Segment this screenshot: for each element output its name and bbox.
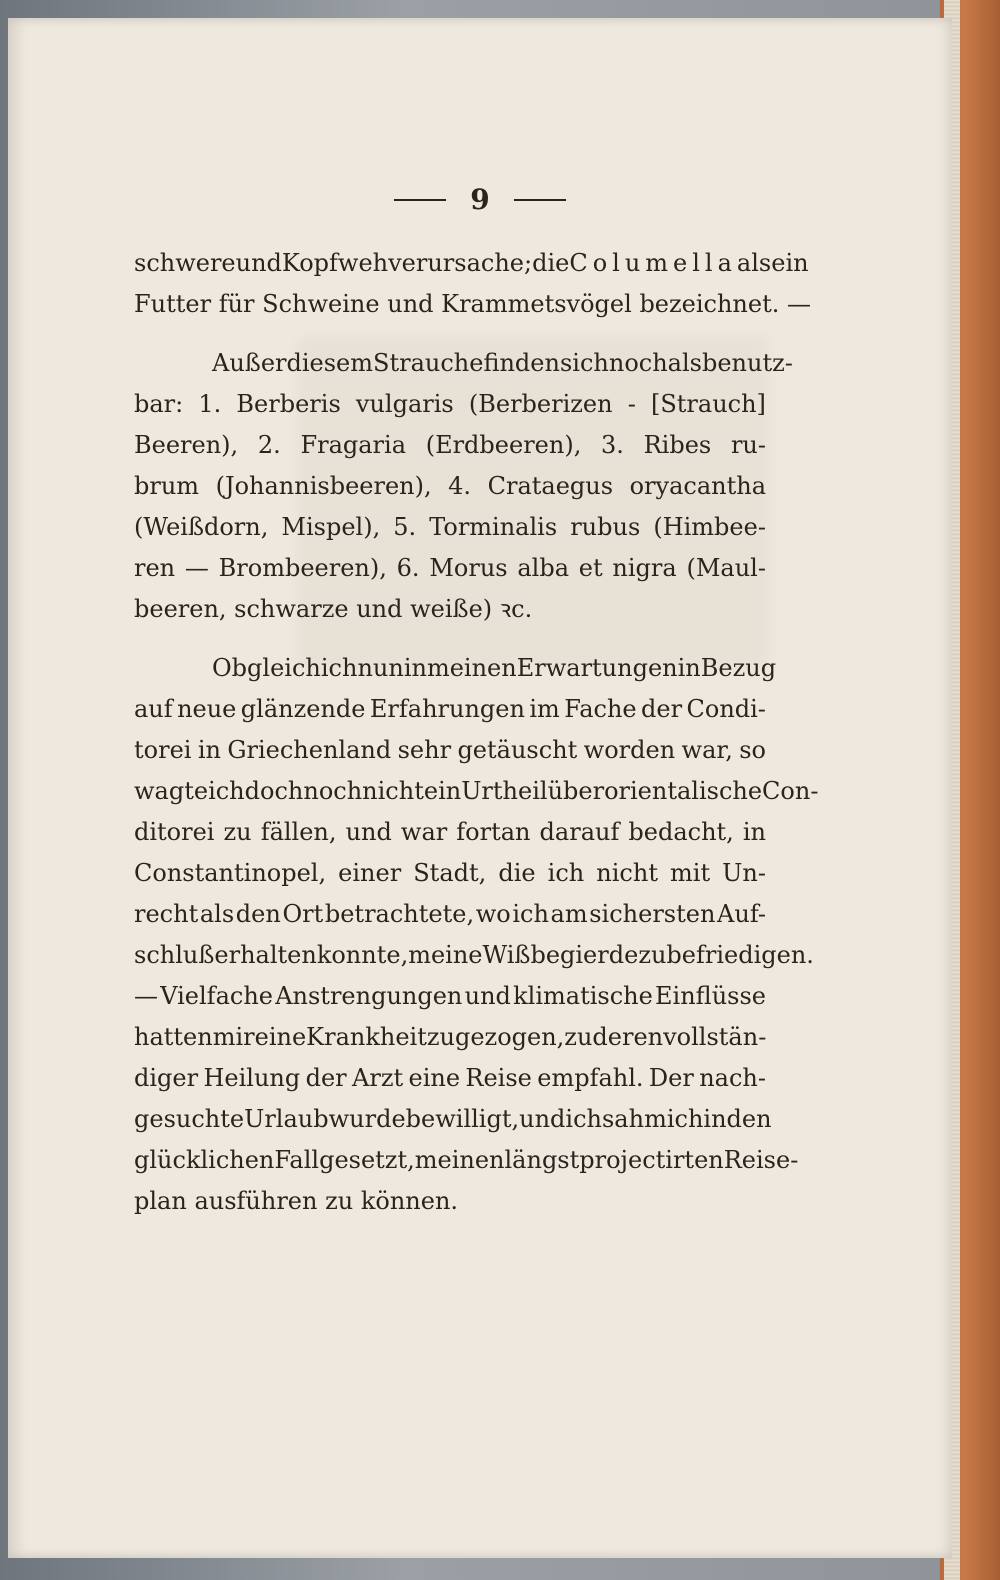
text-line [134, 1099, 772, 1140]
word: gesuchte [134, 1105, 245, 1133]
word: für [218, 290, 255, 318]
paragraph-gap [134, 325, 766, 343]
word: glücklichen [134, 1146, 275, 1174]
word: 2. [257, 431, 281, 459]
word: zu [325, 1187, 354, 1215]
word: eine [408, 1064, 461, 1092]
word: in [403, 654, 427, 682]
word: doch [244, 777, 304, 805]
word: fortan [456, 818, 531, 846]
word: empfahl. [537, 1064, 644, 1092]
word: Brombeeren), [218, 554, 387, 582]
word: Urlaub [244, 1105, 329, 1133]
word: Erwartungen [516, 654, 678, 682]
word: ausführen [194, 1187, 318, 1215]
word: schwarze [234, 595, 349, 623]
word: ich [565, 1105, 602, 1133]
word: Columella [569, 249, 737, 277]
word: noch [303, 777, 363, 805]
word: Auf- [717, 900, 766, 928]
word: ich [547, 859, 585, 887]
word: schluß [134, 941, 215, 969]
word: Anstrengungen [275, 982, 463, 1010]
word: projectirten [579, 1146, 724, 1174]
text-line [134, 648, 777, 689]
word: der [305, 1064, 347, 1092]
text-line [134, 1181, 766, 1222]
word: Fache [564, 695, 637, 723]
word: noch [608, 349, 668, 377]
word: Der [648, 1064, 694, 1092]
word: Condi- [686, 695, 766, 723]
word: als [736, 249, 772, 277]
paragraph-gap [134, 630, 766, 648]
text-line [134, 284, 811, 325]
word: Griechenland [227, 736, 392, 764]
word: Wißbegierde [482, 941, 639, 969]
word: Beeren), [134, 431, 239, 459]
word: in [742, 818, 766, 846]
word: Kopfweh [281, 249, 389, 277]
text-line [134, 243, 809, 284]
word: (Himbee- [653, 513, 766, 541]
word: mich [644, 1105, 704, 1133]
word: die [532, 249, 570, 277]
word: oryacantha [629, 472, 766, 500]
word: in [703, 1105, 727, 1133]
word: können. [360, 1187, 459, 1215]
text-line [134, 730, 766, 771]
word: Krankheit [306, 1023, 427, 1051]
text-line [134, 343, 793, 384]
word: nigra [612, 554, 677, 582]
word: Constantinopel, [134, 859, 327, 887]
word: ren [134, 554, 176, 582]
word: glänzende [240, 695, 366, 723]
word: — [134, 982, 158, 1010]
word: bewilligt, [405, 1105, 520, 1133]
word: bezeichnet. [639, 290, 780, 318]
word: Krammetsvögel [441, 290, 632, 318]
word: auf [134, 695, 173, 723]
word: betrachtete, [324, 900, 475, 928]
text-line [134, 935, 814, 976]
word: rubus [570, 513, 641, 541]
word: gesetzt, [319, 1146, 415, 1174]
word: wo [475, 900, 511, 928]
word: fällen, [260, 818, 337, 846]
word: beeren, [134, 595, 227, 623]
text-line [134, 812, 766, 853]
word: diesem [286, 349, 374, 377]
word: [Strauch] [650, 390, 766, 418]
word: ich [208, 777, 245, 805]
text-line [134, 507, 766, 548]
word: neue [177, 695, 237, 723]
text-line [134, 425, 766, 466]
word: sah [601, 1105, 645, 1133]
word: die [498, 859, 536, 887]
word: Ribes [643, 431, 712, 459]
word: bar: [134, 390, 184, 418]
word: ein [771, 249, 809, 277]
word: 1. [198, 390, 222, 418]
paragraph [134, 648, 819, 1222]
word: Urtheil [461, 777, 548, 805]
word: brum [134, 472, 200, 500]
word: und [387, 290, 434, 318]
word: — [184, 554, 209, 582]
word: am [550, 900, 588, 928]
word: befriedigen. [666, 941, 814, 969]
word: deren [592, 1023, 664, 1051]
word: als [667, 349, 702, 377]
word: Heilung [203, 1064, 301, 1092]
text-line [134, 976, 766, 1017]
word: Fragaria [300, 431, 407, 459]
word: weiße) [410, 595, 493, 623]
word: meinen [414, 1146, 505, 1174]
word: der [641, 695, 683, 723]
word: recht [134, 900, 199, 928]
word: nicht [596, 859, 658, 887]
word: Un- [722, 859, 766, 887]
word: torei [134, 736, 192, 764]
word: so [739, 736, 766, 764]
text-line [134, 548, 766, 589]
word: mit [670, 859, 711, 887]
word: Außer [212, 349, 287, 377]
header-rule-left [394, 199, 446, 201]
word: plan [134, 1187, 187, 1215]
text-line [134, 689, 766, 730]
text-line [134, 1017, 766, 1058]
word: verursache; [388, 249, 533, 277]
text-line [134, 1058, 766, 1099]
word: ich [512, 900, 549, 928]
word: eine [254, 1023, 307, 1051]
word: ich [320, 654, 358, 682]
word: in [677, 654, 701, 682]
paragraph [134, 243, 811, 325]
word: Mispel), [281, 513, 381, 541]
word: (Erdbeeren), [425, 431, 582, 459]
word: nicht [362, 777, 424, 805]
word: sich [559, 349, 609, 377]
word: zu [564, 1023, 593, 1051]
word: und [235, 249, 282, 277]
word: finden [483, 349, 560, 377]
text-line [134, 384, 766, 425]
text-line [134, 589, 766, 630]
word: ein [423, 777, 462, 805]
word: Obgleich [212, 654, 321, 682]
word: nach- [699, 1064, 766, 1092]
word: Strauche [373, 349, 484, 377]
word: den [726, 1105, 772, 1133]
word: und [345, 818, 392, 846]
word: ru- [730, 431, 766, 459]
text-line [134, 894, 766, 935]
word: konnte, [316, 941, 409, 969]
word: sichersten [589, 900, 716, 928]
word: (Weißdorn, [134, 513, 269, 541]
word: Arzt [352, 1064, 404, 1092]
word: 3. [601, 431, 624, 459]
word: und [519, 1105, 566, 1133]
word: worden [583, 736, 676, 764]
word: bedacht, [628, 818, 734, 846]
word: alba [517, 554, 570, 582]
word: Schweine [262, 290, 380, 318]
word: schwere [134, 249, 236, 277]
word: meinen [426, 654, 517, 682]
word: hatten [134, 1023, 213, 1051]
word: (Johannisbeeren), [215, 472, 432, 500]
word: Torminalis [429, 513, 558, 541]
word: einer [338, 859, 402, 887]
word: 6. [396, 554, 420, 582]
word: im [529, 695, 560, 723]
word: Reise [465, 1064, 532, 1092]
paragraph [134, 343, 793, 630]
word: als [199, 900, 235, 928]
word: — [787, 290, 811, 318]
word: Einflüsse [655, 982, 766, 1010]
word: benutz- [701, 349, 793, 377]
word: und [464, 982, 511, 1010]
word: Morus [429, 554, 508, 582]
word: et [578, 554, 603, 582]
word: zugezogen, [426, 1023, 565, 1051]
word: Vielfache [160, 982, 273, 1010]
word: mir [212, 1023, 255, 1051]
word: den [235, 900, 281, 928]
word: ditorei [134, 818, 215, 846]
word: Futter [134, 290, 212, 318]
page-number: 9 [470, 183, 490, 216]
word: über [547, 777, 605, 805]
book-page [8, 18, 952, 1558]
word: (Berberizen [468, 390, 613, 418]
word: (Maul- [686, 554, 766, 582]
text-line [134, 853, 766, 894]
word: erhalten [214, 941, 317, 969]
word: Berberis [236, 390, 341, 418]
word: Fall [274, 1146, 320, 1174]
word: war, [681, 736, 733, 764]
text-line [134, 771, 819, 812]
word: Con- [762, 777, 819, 805]
word: - [627, 390, 636, 418]
word: wurde [328, 1105, 406, 1133]
text-line [134, 1140, 799, 1181]
word: und [356, 595, 403, 623]
word: Bezug [700, 654, 777, 682]
word: darauf [539, 818, 620, 846]
word: Stadt, [413, 859, 487, 887]
word: getäuscht [457, 736, 578, 764]
word: vollstän- [663, 1023, 767, 1051]
word: in [197, 736, 221, 764]
text-line [134, 466, 766, 507]
word: war [400, 818, 448, 846]
word: Erfahrungen [369, 695, 525, 723]
word: orientalische [604, 777, 763, 805]
word: Ort [282, 900, 324, 928]
word: wagte [134, 777, 209, 805]
word: sehr [397, 736, 452, 764]
word: zu [638, 941, 667, 969]
word: zu [223, 818, 252, 846]
word: 5. [393, 513, 417, 541]
word: längst [504, 1146, 580, 1174]
word: vulgaris [355, 390, 454, 418]
word: klimatische [513, 982, 653, 1010]
word: nun [357, 654, 404, 682]
page-header [8, 183, 952, 216]
word: ꝛc. [499, 595, 533, 623]
word: meine [408, 941, 483, 969]
word: diger [134, 1064, 199, 1092]
word: 4. [448, 472, 472, 500]
body-text [134, 243, 819, 1222]
header-rule-right [514, 199, 566, 201]
word: Crataegus [487, 472, 614, 500]
word: Reise- [723, 1146, 799, 1174]
